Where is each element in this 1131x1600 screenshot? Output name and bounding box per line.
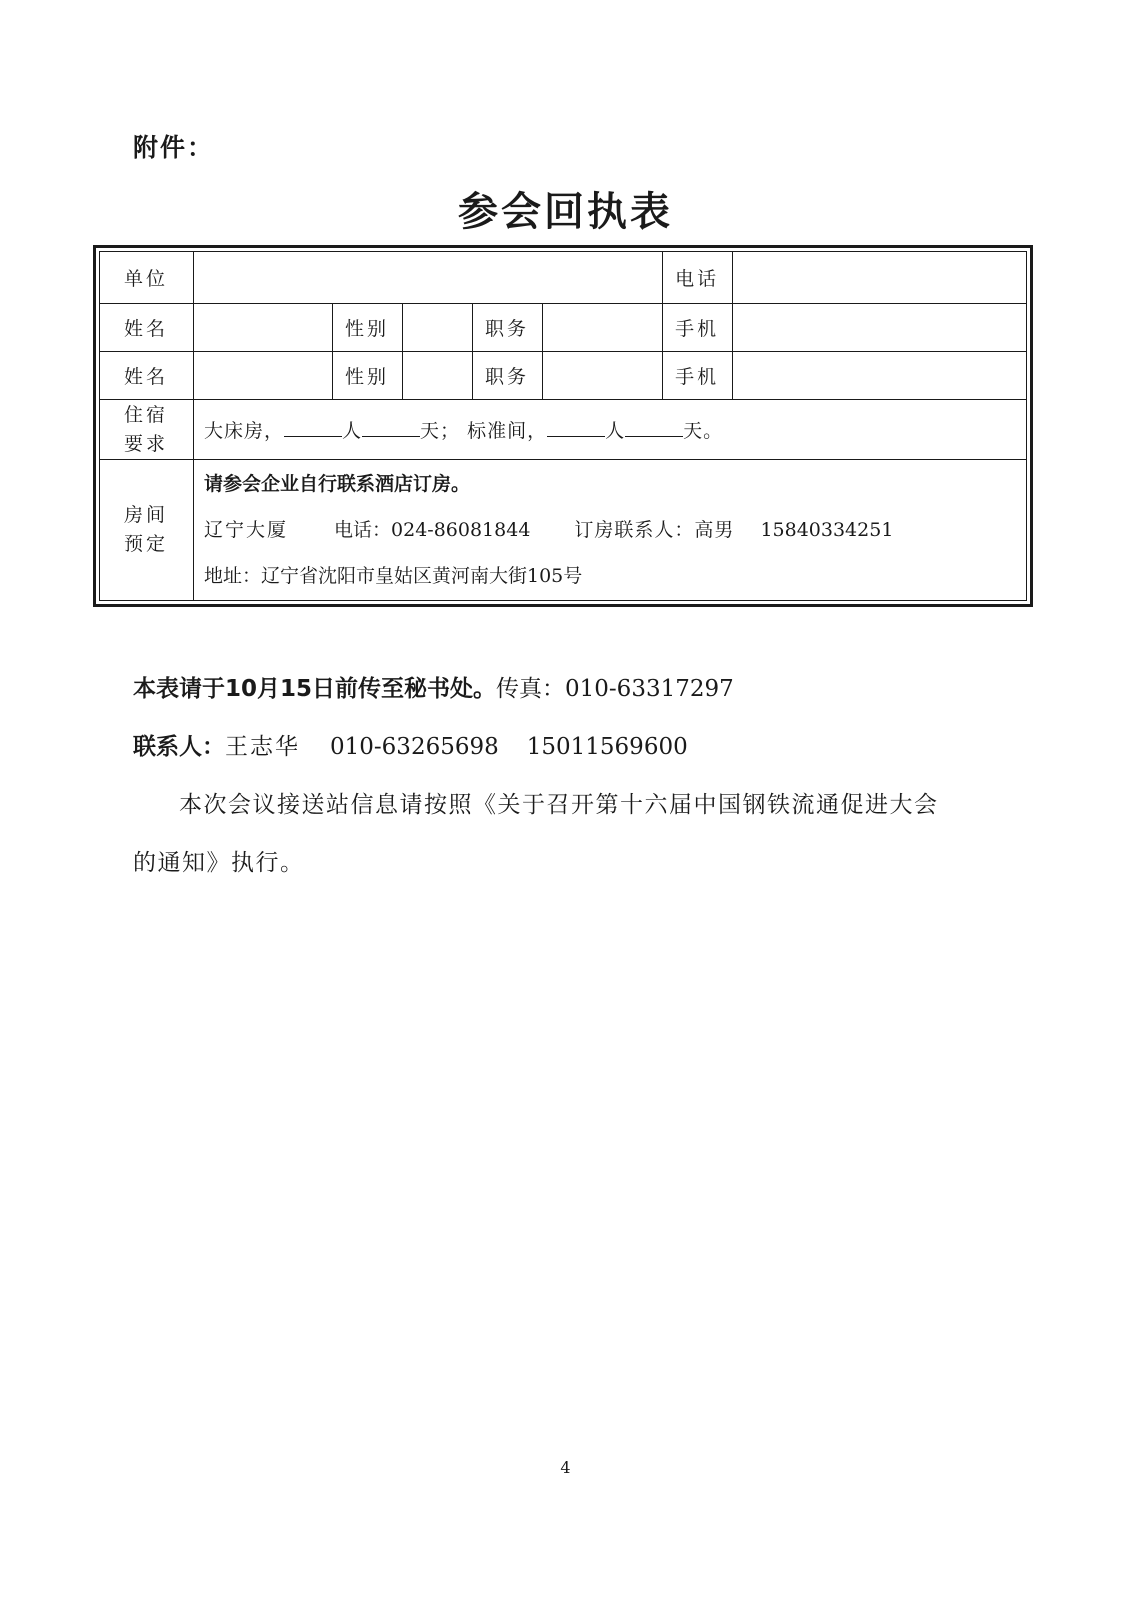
pickup-note-line1: 本次会议接送站信息请按照《关于召开第十六届中国钢铁流通促进大会: [179, 792, 939, 818]
gender-label: 性别: [333, 304, 403, 352]
position-label: 职务: [473, 352, 543, 400]
king-room-days-blank[interactable]: [362, 422, 420, 437]
fax-text: 传真：010-63317297: [496, 676, 734, 702]
contact-phone: 010-63265698: [330, 734, 499, 760]
deadline-note: [133, 660, 1013, 718]
contact-label: 联系人：: [133, 734, 225, 760]
attendee-row: [100, 304, 1027, 352]
king-room-persons-blank[interactable]: [284, 422, 342, 437]
booking-info: [194, 460, 1027, 601]
contact-name: 王志华: [225, 734, 300, 760]
booking-label-line1: 房间: [124, 504, 169, 526]
contact-mobile: 15011569600: [526, 734, 688, 760]
name-field[interactable]: [194, 352, 333, 400]
gender-label: 性别: [333, 352, 403, 400]
pickup-note-line2: 的通知》执行。: [133, 850, 305, 876]
standard-room-days-blank[interactable]: [625, 422, 683, 437]
hotel-address: 地址：辽宁省沈阳市皇姑区黄河南大街105号: [204, 565, 583, 587]
unit-row: [100, 252, 1027, 304]
reply-form-grid: [99, 251, 1027, 601]
unit-field[interactable]: [194, 252, 663, 304]
name-label: 姓名: [100, 304, 194, 352]
contact-note: [133, 718, 1013, 776]
booking-contact-mobile: 15840334251: [760, 519, 894, 541]
deadline-text: 本表请于10月15日前传至秘书处。: [133, 676, 497, 702]
position-field[interactable]: [543, 352, 663, 400]
lodging-label-line2: 要求: [124, 432, 169, 455]
attachment-label: 附件：: [133, 133, 215, 162]
name-field[interactable]: [194, 304, 333, 352]
standard-room-persons-blank[interactable]: [547, 422, 605, 437]
notes: [133, 660, 1013, 892]
mobile-field[interactable]: [733, 352, 1027, 400]
persons-unit: 人: [605, 420, 626, 442]
gender-field[interactable]: [403, 304, 473, 352]
booking-label-line2: 预定: [124, 533, 169, 555]
hotel-name: 辽宁大厦: [204, 519, 289, 541]
days-unit: 天。: [683, 420, 724, 442]
unit-label: 单位: [100, 252, 194, 304]
lodging-label: [100, 400, 194, 460]
hotel-phone: 电话：024-86081844: [334, 519, 531, 541]
name-label: 姓名: [100, 352, 194, 400]
lodging-label-line1: 住宿: [124, 403, 169, 426]
attendee-row: [100, 352, 1027, 400]
form-title: 参会回执表: [458, 189, 673, 235]
hotel-contact-line: [204, 507, 1016, 553]
mobile-field[interactable]: [733, 304, 1027, 352]
phone-field[interactable]: [733, 252, 1027, 304]
days-unit: 天；: [420, 420, 461, 442]
booking-label: [100, 460, 194, 601]
reply-form-table: [93, 245, 1033, 607]
booking-contact: 订房联系人：高男: [574, 519, 735, 541]
standard-room-label: 标准间，: [467, 420, 548, 442]
king-room-label: 大床房，: [204, 420, 285, 442]
booking-row: [100, 460, 1027, 601]
lodging-row: [100, 400, 1027, 460]
position-field[interactable]: [543, 304, 663, 352]
gender-field[interactable]: [403, 352, 473, 400]
booking-notice: 请参会企业自行联系酒店订房。: [204, 473, 471, 495]
mobile-label: 手机: [663, 304, 733, 352]
persons-unit: 人: [342, 420, 363, 442]
position-label: 职务: [473, 304, 543, 352]
lodging-requirements: [194, 400, 1027, 460]
mobile-label: 手机: [663, 352, 733, 400]
phone-label: 电话: [663, 252, 733, 304]
page-number: 4: [560, 1458, 571, 1477]
